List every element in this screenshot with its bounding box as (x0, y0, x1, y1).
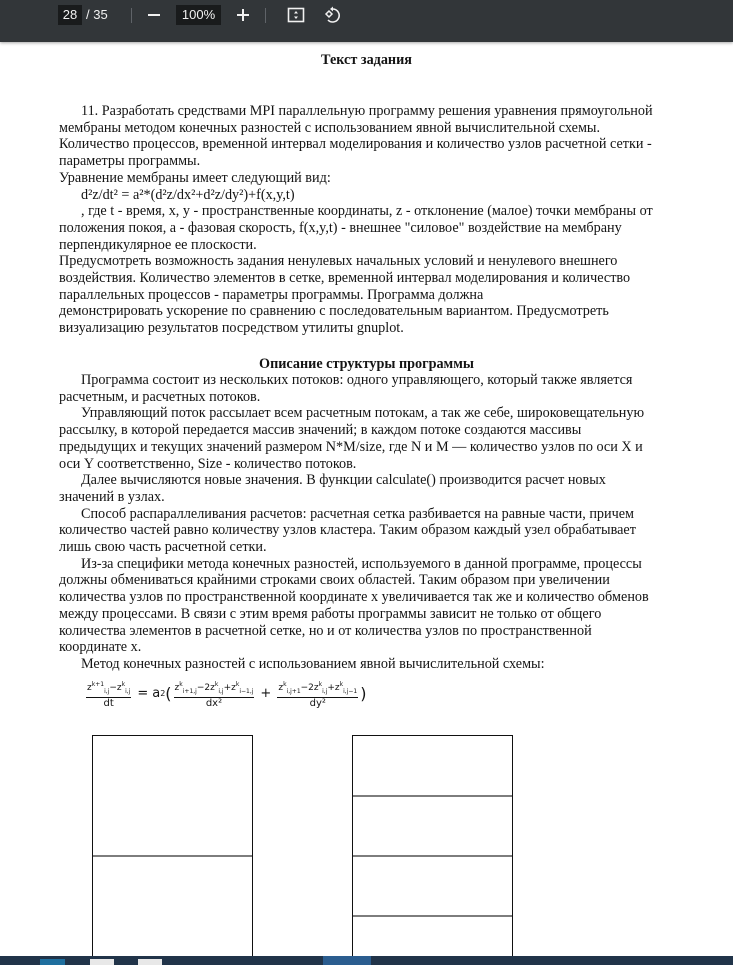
plus-sign: + (260, 685, 272, 701)
text-line: Программа состоит из нескольких потоков: одного управляющего, который также является (81, 372, 633, 388)
text-line: Способ распараллеливания расчетов: расчетная сетка разбивается на равные части, причем (81, 505, 635, 522)
equation-intro: Уравнение мембраны имеет следующий вид: (59, 169, 331, 186)
os-taskbar (0, 956, 733, 965)
text-line: , где t - время, x, y - пространственные координаты, z - отклонение (малое) точки мембраны от (81, 203, 653, 220)
formula-lhs: $\frac{z^{k+1}_{i,j}-z^k_{i,j}}{dt}$ (86, 678, 131, 711)
text-line: координате x. (59, 639, 142, 656)
partition-divider (353, 795, 512, 797)
formula-term-x: $\frac{z^k_{i+1,j}-2z^k_{i,j}+z^k_{i-1,j}}{\text{dx²}}$ (174, 678, 255, 711)
page-total-label: / 35 (86, 7, 108, 22)
structure-paragraphs (59, 372, 689, 673)
section-heading-task: Текст задания (321, 52, 412, 68)
text-line: Из-за специфики метода конечных разностей, используемого в данной программе, процессы (81, 555, 642, 572)
text-line: лишь свою часть расчетной сетки. (59, 539, 267, 556)
page-number-input[interactable]: 28 (58, 5, 82, 25)
taskbar-app-item[interactable] (90, 959, 114, 965)
text-line: рассылку, в которой передается массив значений; в каждом потоке создаются массивы (59, 422, 582, 439)
rotate-button[interactable] (319, 3, 345, 27)
text-line: параметры программы. (59, 153, 201, 170)
text-line: количество частей равно количеству узлов кластера. Таким образом каждый узел обрабатывает (59, 522, 636, 539)
zoom-level-input[interactable]: 100% (176, 5, 221, 25)
text-line: параллельных процессов - параметры программы. Программа должна (59, 286, 484, 303)
open-paren: ( (165, 683, 172, 703)
task-paragraph (59, 103, 689, 337)
text-line: воздействия. Количество элементов в сетке, временной интервал моделирования и количество (59, 270, 631, 287)
text-line: визуализацию результатов посредством утилиты gnuplot. (59, 320, 404, 337)
text-line: Предусмотреть возможность задания ненулевых начальных условий и ненулевого внешнего (59, 253, 618, 270)
text-line: Количество процессов, временной интервал моделирования и количество узлов расчетной сетки - (59, 136, 652, 153)
text-line: Управляющий поток рассылает всем расчетным потокам, а так же себе, широковещательную (81, 405, 645, 422)
text-line: оси Y соответственно, Size - количество потоков. (59, 455, 357, 472)
membrane-equation: d²z/dt² = a²*(d²z/dx²+d²z/dy²)+f(x,y,t) (81, 186, 295, 203)
text-line: Метод конечных разностей с использованием явной вычислительной схемы: (81, 655, 545, 672)
toolbar-divider (131, 8, 132, 23)
zoom-in-button[interactable] (230, 3, 256, 27)
text-line: количества узлов по пространственной координате x увеличивается так же и количество обменов (59, 589, 649, 606)
text-line: положения покоя, a - фазовая скорость, f(x,y,t) - внешнее "силовое" воздействие на мембрану (59, 219, 622, 236)
equals-sign: = (137, 685, 149, 701)
coefficient-exponent: 2 (160, 688, 166, 698)
text-line: 11. Разработать средствами MPI параллельную программу решения уравнения прямоугольной (81, 103, 653, 119)
plus-icon (236, 8, 250, 22)
text-line: между процессами. В связи с этим время работы программы зависит не только от общего (59, 605, 602, 622)
fit-to-page-icon (287, 7, 305, 23)
text-line: должны обмениваться крайними строками своих областей. Таким образом при увеличении (59, 572, 610, 589)
grid-partition-4-diagram (352, 735, 513, 956)
partition-divider (353, 915, 512, 917)
taskbar-active-item[interactable] (323, 956, 371, 965)
close-paren: ) (360, 683, 367, 703)
fit-to-page-button[interactable] (283, 3, 309, 27)
pdf-page (0, 42, 733, 956)
pdf-viewer-toolbar (0, 0, 733, 42)
text-line: перпендикулярное ее плоскости. (59, 236, 257, 253)
text-line: расчетным, и расчетных потоков. (59, 388, 261, 405)
text-line: демонстрировать ускорение по сравнению с последовательным вариантом. Предусмотреть (59, 303, 609, 320)
text-line: количества элементов в расчетной сетке, но и от количества узлов по пространственной (59, 622, 592, 639)
minus-icon (147, 8, 161, 22)
rotate-counterclockwise-icon (323, 6, 341, 24)
finite-difference-formula (84, 676, 366, 712)
partition-divider (93, 855, 252, 857)
text-line: мембраны методом конечных разностей с использованием явной вычислительной схемы. (59, 119, 601, 136)
text-line: предыдущих и текущих значений размером N*M/size, где N и M — количество узлов по оси X и (59, 438, 643, 455)
formula-term-y: $\frac{z^k_{i,j+1}-2z^k_{i,j}+z^k_{i,j-1}}{\text{dy²}}$ (277, 678, 358, 711)
coefficient: a (152, 685, 161, 701)
grid-partition-2-diagram (92, 735, 253, 956)
section-heading-structure: Описание структуры программы (259, 356, 474, 372)
taskbar-app-item[interactable] (138, 959, 162, 965)
zoom-out-button[interactable] (141, 3, 167, 27)
text-line: значений в узлах. (59, 488, 165, 505)
text-line: Далее вычисляются новые значения. В функции calculate() производится расчет новых (81, 472, 606, 489)
toolbar-divider (265, 8, 266, 23)
taskbar-app-item[interactable] (40, 959, 65, 965)
partition-divider (353, 855, 512, 857)
